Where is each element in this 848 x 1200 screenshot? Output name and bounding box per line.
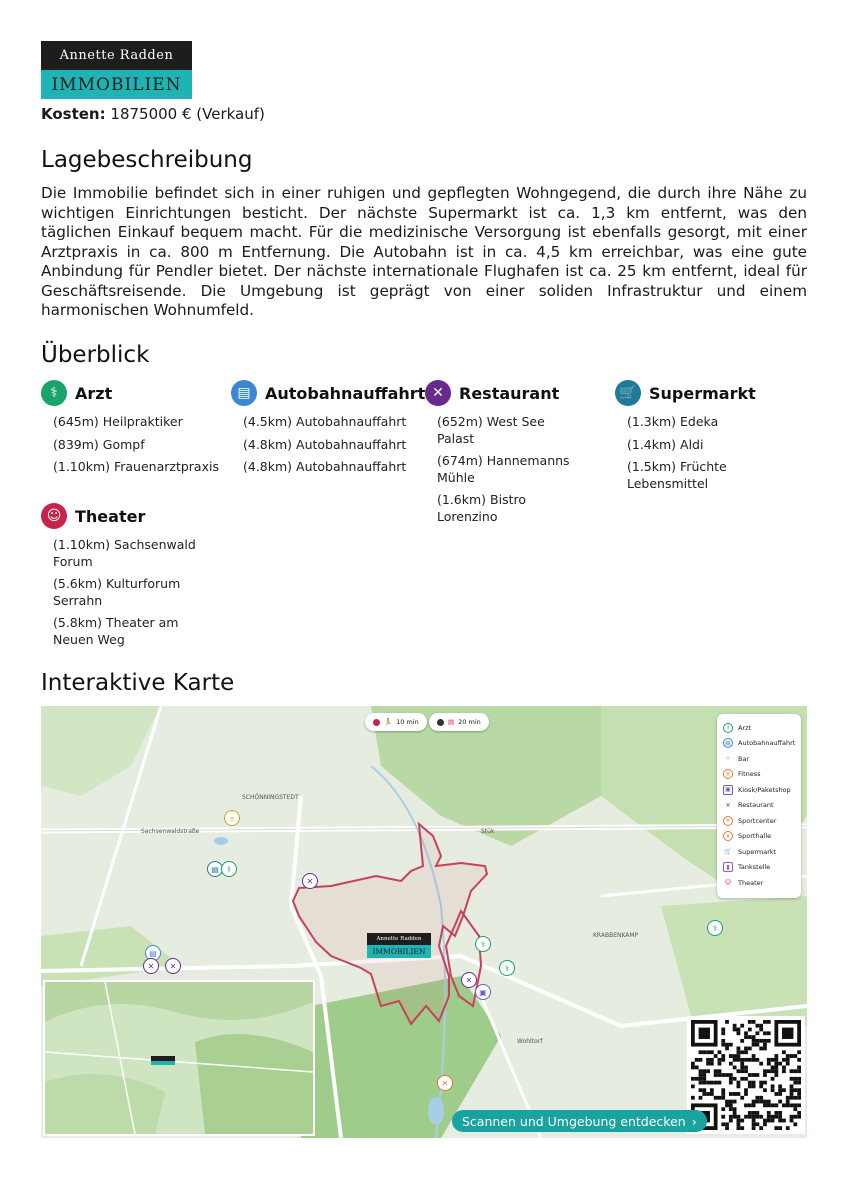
cutlery-icon[interactable]: ✕ — [165, 958, 181, 974]
legend-label: Sporthalle — [738, 832, 772, 841]
list-item: (839m) Gompf — [53, 436, 145, 452]
fitness-icon[interactable]: ✕ — [437, 1075, 453, 1091]
walking-person-icon: 🏃 — [384, 718, 393, 726]
category-theater — [41, 503, 226, 654]
car-icon: ▤ — [448, 718, 455, 726]
legend-label: Arzt — [738, 723, 752, 732]
category-title: Theater — [75, 506, 146, 526]
interactive-map[interactable] — [41, 706, 807, 1138]
sporthalle-icon: ✕ — [723, 831, 733, 841]
legend-label: Tankstelle — [738, 863, 771, 872]
list-item: (1.4km) Aldi — [627, 436, 704, 452]
legend-label: Autobahnauffahrt — [738, 739, 796, 748]
legend-label: Bar — [738, 754, 750, 763]
minimap-graphic — [45, 982, 313, 1134]
list-item: (4.8km) Autobahnauffahrt — [243, 436, 407, 452]
legend-item[interactable] — [723, 798, 795, 814]
logo-subtitle: IMMOBILIEN — [41, 70, 192, 99]
map-marker-name: Annette Radden — [367, 933, 431, 945]
chevron-right-icon: › — [691, 1113, 697, 1129]
list-item: (5.6km) Kulturforum Serrahn — [53, 576, 181, 608]
legend-item[interactable] — [723, 767, 795, 783]
category-restaurant — [425, 380, 610, 531]
category-autobahnauffahrt — [231, 380, 426, 482]
drive-time-pill[interactable] — [429, 713, 489, 731]
cutlery-icon[interactable]: ✕ — [461, 972, 477, 988]
cost-label: Kosten: — [41, 105, 106, 123]
overview-heading: Überblick — [41, 342, 150, 368]
category-arzt — [41, 380, 226, 482]
legend-item[interactable] — [723, 736, 795, 752]
legend-label: Restaurant — [738, 801, 774, 810]
qr-code-graphic — [691, 1020, 801, 1130]
stethoscope-icon: ⚕ — [41, 380, 67, 406]
list-item: (5.8km) Theater am Neuen Weg — [53, 615, 179, 647]
legend-label: Theater — [738, 878, 764, 887]
stethoscope-icon[interactable]: ⚕ — [499, 960, 515, 976]
cta-label: Scannen und Umgebung entdecken — [462, 1113, 686, 1129]
legend-label: Fitness — [738, 770, 761, 779]
cutlery-icon: ✕ — [425, 380, 451, 406]
map-label-stuk: Stük — [481, 828, 495, 835]
cart-icon: 🛒 — [724, 848, 732, 856]
walk-dot — [373, 719, 380, 726]
list-item: (1.6km) Bistro Lorenzino — [437, 492, 526, 524]
legend-label: Kiosk/Paketshop — [738, 785, 791, 794]
scan-cta-button[interactable] — [452, 1110, 707, 1132]
drive-time-value: 20 min — [458, 718, 481, 726]
map-heading: Interaktive Karte — [41, 670, 235, 696]
company-logo — [41, 41, 192, 99]
list-item: (652m) West See Palast — [437, 414, 545, 446]
legend-item[interactable] — [723, 782, 795, 798]
lage-heading: Lagebeschreibung — [41, 147, 253, 173]
map-label-sachsenwaldstrasse: Sachsenwaldstraße — [141, 828, 200, 835]
list-item: (1.10km) Frauenarztpraxis — [53, 459, 219, 474]
legend-label: Supermarkt — [738, 847, 777, 856]
cart-icon[interactable]: ▤ — [207, 861, 223, 877]
category-supermarkt — [615, 380, 800, 498]
overview-minimap[interactable] — [43, 980, 315, 1136]
lage-description: Die Immobilie befindet sich in einer ruhigen und gepflegten Wohngegend, die durch ihre Nähe zu wichtigen Einrichtungen besticht. Der nächste Supermarkt ist ca. 1,3 km entfernt, was den täglichen Einkauf bequem macht. Für die medizinische Versorgung ist ebenfalls gesorgt, mit einer Arztpraxis in ca. 800 m Entfernung. Die Autobahn ist in ca. 4,5 km erreichbar, was eine gute Anbindung für Pendler bietet. Der nächste internationale Flughafen ist ca. 25 km entfernt, ideal für Geschäftsreisende. Die Umgebung ist geprägt von einer soliden Infrastruktur und einem harmonischen Wohnumfeld. — [41, 184, 807, 319]
bar-icon[interactable]: ▿ — [224, 810, 240, 826]
logo-name: Annette Radden — [41, 41, 192, 70]
fitness-icon: ✕ — [723, 769, 733, 779]
cocktail-icon: ▿ — [726, 755, 730, 763]
legend-label: Sportcenter — [738, 816, 777, 825]
legend-item[interactable] — [723, 875, 795, 891]
masks-icon: ☺ — [724, 879, 732, 887]
car-icon[interactable]: ▤ — [145, 945, 161, 961]
stethoscope-icon[interactable]: ⚕ — [221, 861, 237, 877]
map-marker-subtitle: IMMOBILIEN — [367, 945, 431, 958]
list-item: (645m) Heilpraktiker — [53, 414, 183, 429]
kiosk-icon: ▣ — [723, 785, 733, 795]
list-item: (4.8km) Autobahnauffahrt — [243, 459, 407, 474]
category-title: Arzt — [75, 383, 113, 403]
car-icon: ▤ — [231, 380, 257, 406]
walk-time-pill[interactable] — [365, 713, 427, 731]
category-title: Autobahnauffahrt — [265, 383, 426, 403]
walk-time-value: 10 min — [396, 718, 419, 726]
map-label-wohltorf: Wohltorf — [517, 1038, 543, 1045]
cutlery-icon: ✕ — [725, 801, 731, 809]
map-legend — [717, 714, 801, 898]
kiosk-icon[interactable]: ▣ — [475, 984, 491, 1000]
fuel-icon: ▮ — [723, 862, 733, 872]
cutlery-icon[interactable]: ✕ — [143, 958, 159, 974]
cost-value: 1875000 € (Verkauf) — [110, 105, 265, 123]
stethoscope-icon[interactable]: ⚕ — [475, 936, 491, 952]
cutlery-icon[interactable]: ✕ — [302, 873, 318, 889]
cart-icon: 🛒 — [615, 380, 641, 406]
legend-item[interactable] — [723, 860, 795, 876]
list-item: (4.5km) Autobahnauffahrt — [243, 414, 407, 429]
stethoscope-icon[interactable]: ⚕ — [707, 920, 723, 936]
list-item: (674m) Hannemanns Mühle — [437, 453, 570, 485]
legend-item[interactable] — [723, 720, 795, 736]
map-label-krabbenkamp: KRABBENKAMP — [593, 932, 639, 939]
stethoscope-icon: ⚕ — [723, 723, 733, 733]
masks-icon: ☺ — [41, 503, 67, 529]
legend-item[interactable] — [723, 829, 795, 845]
list-item: (1.3km) Edeka — [627, 414, 719, 429]
list-item: (1.5km) Früchte Lebensmittel — [627, 459, 727, 491]
map-property-marker[interactable] — [367, 933, 431, 958]
legend-item[interactable] — [723, 844, 795, 860]
category-title: Restaurant — [459, 383, 560, 403]
sportcenter-icon: ✕ — [723, 816, 733, 826]
cost-line — [41, 105, 265, 123]
car-icon: ▤ — [723, 738, 733, 748]
legend-item[interactable] — [723, 813, 795, 829]
drive-dot — [437, 719, 444, 726]
map-label-schonningstedt: SCHÖNNINGSTEDT — [242, 794, 299, 801]
category-title: Supermarkt — [649, 383, 756, 403]
list-item: (1.10km) Sachsenwald Forum — [53, 537, 196, 569]
legend-item[interactable] — [723, 751, 795, 767]
